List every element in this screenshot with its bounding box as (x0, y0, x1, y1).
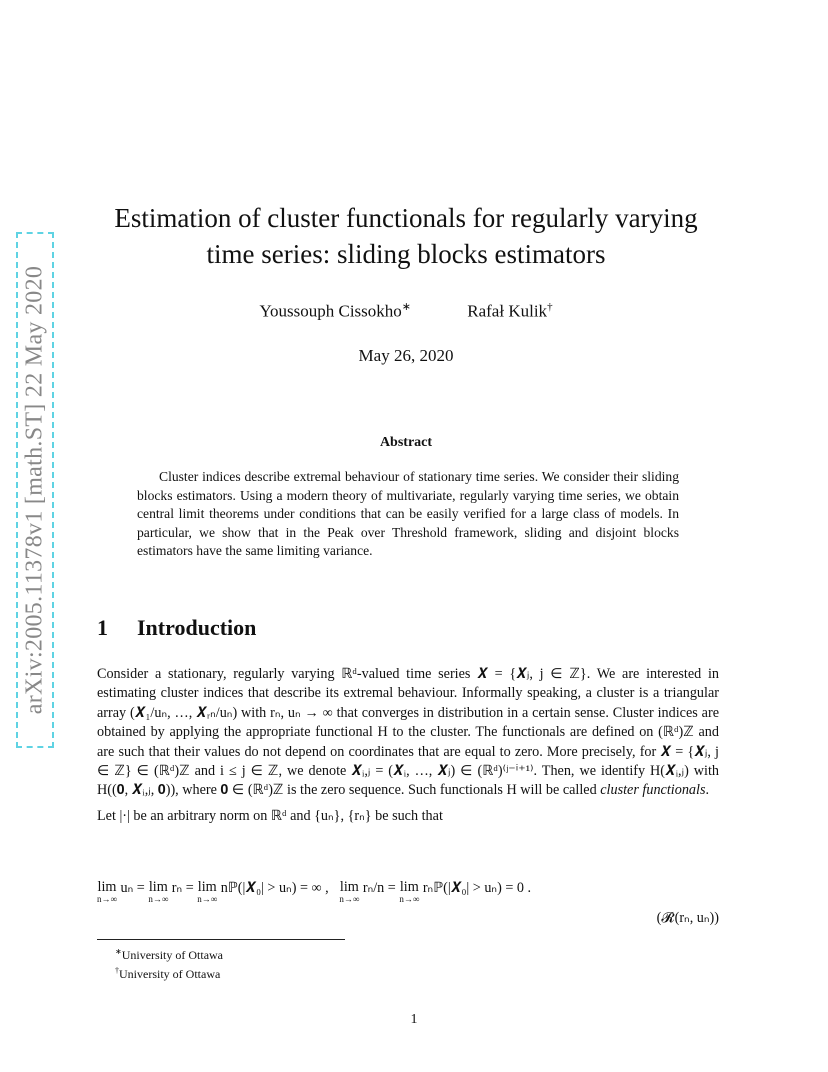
section-title: Introduction (137, 615, 257, 640)
author-name: Youssouph Cissokho (259, 301, 402, 321)
author-list (96, 300, 716, 322)
author-name: Rafał Kulik (467, 301, 548, 321)
footnote-rule (97, 939, 345, 940)
author-footnote-mark: ∗ (401, 301, 412, 313)
footnote (115, 944, 223, 963)
limit-operator: lim n→∞ (339, 879, 360, 904)
equation-line (97, 880, 719, 904)
limit-operator: lim n→∞ (399, 879, 420, 904)
section-heading (97, 615, 256, 641)
intro-body (97, 665, 719, 826)
limit-operator: lim n→∞ (97, 879, 117, 904)
display-equation (97, 880, 719, 927)
footnote-mark: ∗ (115, 947, 122, 956)
footnotes (115, 944, 223, 982)
footnote-text: University of Ottawa (119, 967, 221, 981)
equation-term: rₙ/n = (362, 880, 396, 896)
section-number: 1 (97, 615, 108, 640)
equation-term: nℙ(|𝑿₀| > uₙ) = ∞ , (220, 880, 329, 896)
equation-term: rₙ = (171, 880, 194, 896)
limit-operator: lim n→∞ (197, 879, 218, 904)
intro-paragraph-2: Let |·| be an arbitrary norm on ℝᵈ and {uₙ}, {rₙ} be such that (97, 807, 443, 824)
intro-p1-emphasis: cluster functionals (600, 782, 706, 799)
author (259, 300, 411, 322)
footnote-text: University of Ottawa (121, 948, 224, 962)
limit-operator: lim n→∞ (148, 879, 169, 904)
equation-term: uₙ = (120, 880, 145, 896)
abstract-heading: Abstract (379, 435, 433, 450)
equation-term: rₙℙ(|𝑿₀| > uₙ) = 0 . (422, 880, 532, 896)
intro-p1-end: . (705, 782, 710, 799)
arxiv-stamp (16, 232, 54, 748)
intro-p1-text: Consider a stationary, regularly varying ℝᵈ-valued time series 𝑿 = {𝑿ⱼ, j ∈ ℤ}. We are interested in estimating cluster indices that describe its extremal behaviour. Informally speaking, a cluster is a triangular array (𝑿₁/uₙ, …, 𝑿ᵣₙ/uₙ) with rₙ, uₙ → ∞ that converges in distribution in a certain sense. Cluster indices are obtained by applying the appropriate functional H to the cluster. The functionals are defined on (ℝᵈ)ℤ and are such that their values do not depend on coordinates that are equal to zero. More precisely, for 𝑿 = {𝑿ⱼ, j ∈ ℤ} ∈ (ℝᵈ)ℤ and i ≤ j ∈ ℤ, we denote 𝑿ᵢ,ⱼ = (𝑿ᵢ, …, 𝑿ⱼ) ∈ (ℝᵈ)⁽ʲ⁻ⁱ⁺¹⁾. Then, we identify H(𝑿ᵢ,ⱼ) with H((𝟎, 𝑿ᵢ,ⱼ, 𝟎)), where 𝟎 ∈ (ℝᵈ)ℤ is the zero sequence. Such functionals H will be called (97, 666, 719, 799)
intro-paragraph-1 (97, 665, 719, 801)
footnote (115, 963, 223, 982)
equation-tag: (𝓡(rₙ, uₙ)) (656, 910, 719, 926)
paper-date: May 26, 2020 (358, 346, 454, 365)
arxiv-stamp-text: arXiv:2005.11378v1 [math.ST] 22 May 2020 (21, 265, 48, 715)
page-number: 1 (410, 1012, 418, 1027)
footnote-mark: † (115, 966, 119, 975)
author (467, 301, 552, 322)
abstract-text: Cluster indices describe extremal behaviour of stationary time series. We consider their sliding blocks estimators. Using a modern theory of multivariate, regularly varying time series, we obtain central limit theorems under conditions that can be easily verified for a large class of models. In particular, we show that in the Peak over Threshold framework, sliding and disjoint blocks estimators have the same limiting variance. (137, 469, 679, 559)
paper-title: Estimation of cluster functionals for regularly varying time series: sliding blocks estimators (114, 203, 698, 269)
author-footnote-mark: † (547, 301, 553, 313)
